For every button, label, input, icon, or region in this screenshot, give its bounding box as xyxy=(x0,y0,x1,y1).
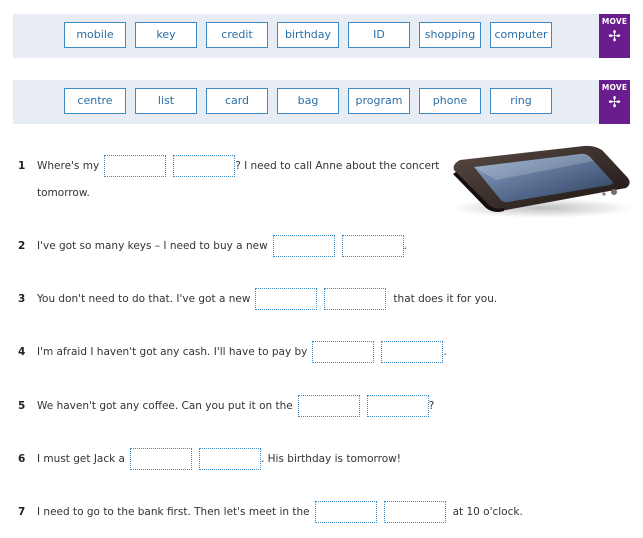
answer-blank[interactable] xyxy=(173,155,235,177)
word-tile[interactable]: program xyxy=(348,88,410,114)
question-number: 3 xyxy=(18,293,26,305)
question-text-after: that does it for you. xyxy=(393,293,498,305)
answer-blank[interactable] xyxy=(315,501,377,523)
answer-blank[interactable] xyxy=(104,155,166,177)
question-number: 5 xyxy=(18,400,26,412)
word-tile[interactable]: computer xyxy=(490,22,552,48)
question-3 xyxy=(18,288,497,310)
answer-blank[interactable] xyxy=(130,448,192,470)
move-button[interactable] xyxy=(599,80,630,124)
question-text-before: We haven't got any coffee. Can you put it on the xyxy=(37,400,293,412)
word-bank-2 xyxy=(13,80,630,124)
question-number: 7 xyxy=(18,506,26,518)
word-tile[interactable]: mobile xyxy=(64,22,126,48)
question-number: 6 xyxy=(18,453,26,465)
word-tile[interactable]: ring xyxy=(490,88,552,114)
question-text-before: I'm afraid I haven't got any cash. I'll have to pay by xyxy=(37,346,308,358)
answer-blank[interactable] xyxy=(381,341,443,363)
question-text-after: . xyxy=(443,346,447,358)
question-7 xyxy=(18,501,523,523)
move-label: MOVE xyxy=(601,17,628,26)
question-text-before: I must get Jack a xyxy=(37,453,125,465)
answer-blank[interactable] xyxy=(342,235,404,257)
move-label: MOVE xyxy=(601,83,628,92)
move-cross-icon: ✢ xyxy=(608,27,621,45)
word-bank-1 xyxy=(13,14,630,58)
question-4 xyxy=(18,341,447,363)
move-button[interactable] xyxy=(599,14,630,58)
question-text-before: You don't need to do that. I've got a new xyxy=(37,293,251,305)
mobile-phone-icon xyxy=(444,140,634,220)
word-tile[interactable]: bag xyxy=(277,88,339,114)
question-text-before: I've got so many keys – I need to buy a new xyxy=(37,240,268,252)
answer-blank[interactable] xyxy=(384,501,446,523)
question-number: 2 xyxy=(18,240,26,252)
question-5 xyxy=(18,395,434,417)
question-number: 4 xyxy=(18,346,26,358)
question-text-after: ? I need to call Anne about the concert xyxy=(235,160,440,172)
word-tile[interactable]: birthday xyxy=(277,22,339,48)
answer-blank[interactable] xyxy=(255,288,317,310)
word-tile[interactable]: ID xyxy=(348,22,410,48)
question-number: 1 xyxy=(18,160,26,172)
question-text-after: . xyxy=(403,240,407,252)
answer-blank[interactable] xyxy=(199,448,261,470)
answer-blank[interactable] xyxy=(367,395,429,417)
question-text-before: I need to go to the bank first. Then let's meet in the xyxy=(37,506,310,518)
word-tile[interactable]: credit xyxy=(206,22,268,48)
move-cross-icon: ✢ xyxy=(608,93,621,111)
question-text-before: Where's my xyxy=(37,160,100,172)
question-text-after: ? xyxy=(428,400,435,412)
answer-blank[interactable] xyxy=(273,235,335,257)
question-1 xyxy=(18,155,439,177)
answer-blank[interactable] xyxy=(298,395,360,417)
word-tile[interactable]: phone xyxy=(419,88,481,114)
question-2 xyxy=(18,235,407,257)
question-text-after: . His birthday is tomorrow! xyxy=(260,453,401,465)
mobile-phone-image xyxy=(444,140,634,220)
question-6 xyxy=(18,448,401,470)
question-1-continuation: tomorrow. xyxy=(37,187,90,199)
word-tile[interactable]: card xyxy=(206,88,268,114)
question-text-after: at 10 o'clock. xyxy=(452,506,523,518)
word-tile[interactable]: list xyxy=(135,88,197,114)
word-tile[interactable]: key xyxy=(135,22,197,48)
word-tile[interactable]: centre xyxy=(64,88,126,114)
answer-blank[interactable] xyxy=(312,341,374,363)
answer-blank[interactable] xyxy=(324,288,386,310)
word-tile[interactable]: shopping xyxy=(419,22,481,48)
